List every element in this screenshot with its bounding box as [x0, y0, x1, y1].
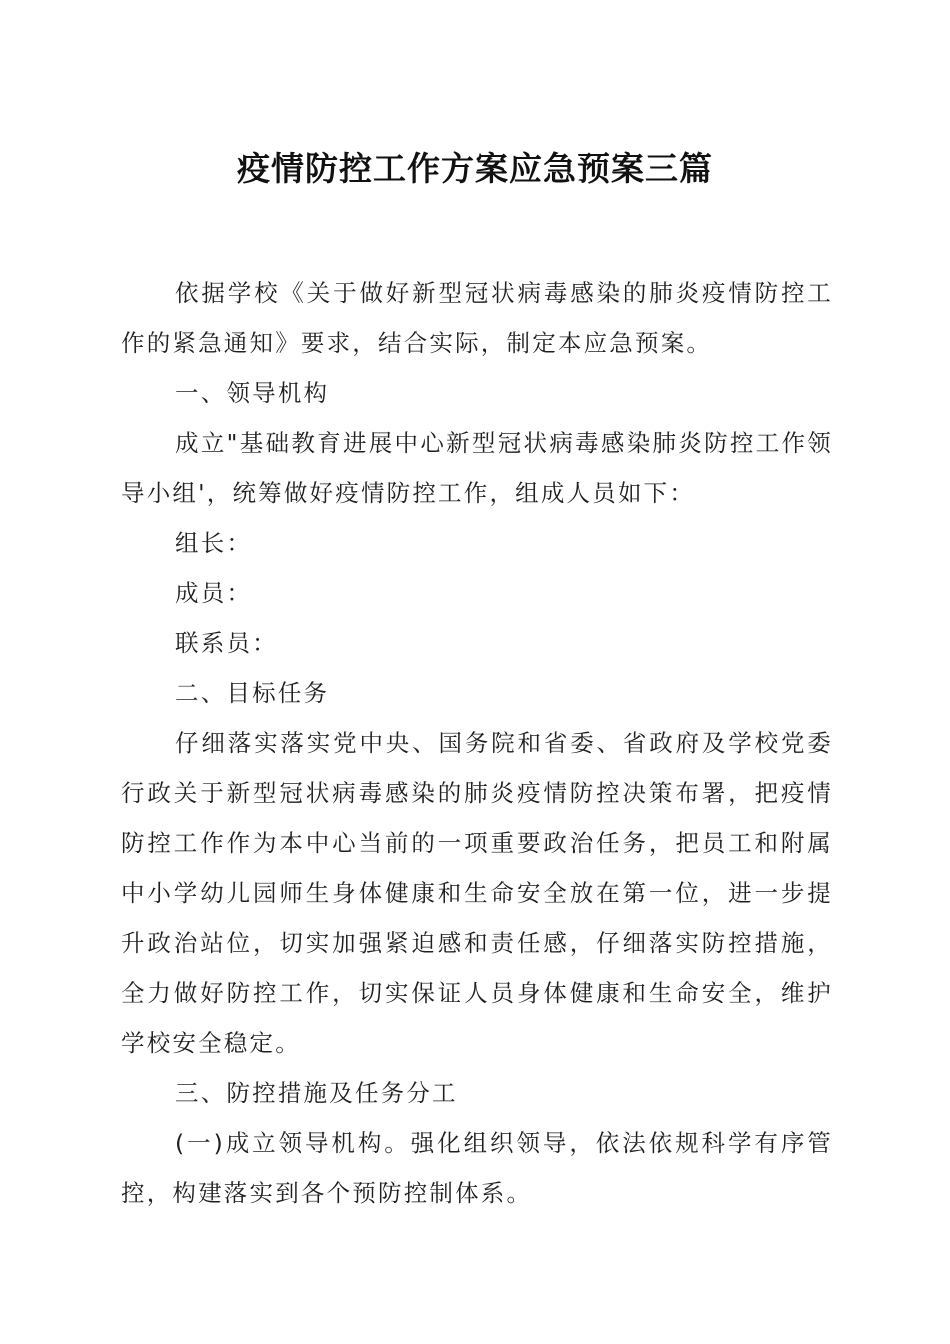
paragraph-leadership-group: 成立"基础教育进展中心新型冠状病毒感染肺炎防控工作领导小组'，统筹做好疫情防控工作，组成人员如下：: [121, 429, 833, 507]
document-body: [121, 268, 833, 1218]
line-liaison: 联系员：: [175, 629, 278, 657]
line-members: 成员：: [175, 579, 253, 607]
heading-measures: 三、防控措施及任务分工: [175, 1079, 458, 1107]
line-group-leader: 组长：: [175, 529, 253, 557]
paragraph-intro: 依据学校《关于做好新型冠状病毒感染的肺炎疫情防控工作的紧急通知》要求，结合实际，制定本应急预案。: [121, 279, 833, 357]
document-title: 疫情防控工作方案应急预案三篇: [237, 149, 713, 188]
heading-goals: 二、目标任务: [175, 679, 330, 707]
heading-leadership: 一、领导机构: [175, 379, 330, 407]
paragraph-measure-1: (一)成立领导机构。强化组织领导，依法依规科学有序管控，构建落实到各个预防控制体系。: [121, 1129, 833, 1207]
paragraph-goals: 仔细落实落实党中央、国务院和省委、省政府及学校党委行政关于新型冠状病毒感染的肺炎疫情防控决策布署，把疫情防控工作作为本中心当前的一项重要政治任务，把员工和附属中小学幼儿园师生身体健康和生命安全放在第一位，进一步提升政治站位，切实加强紧迫感和责任感，仔细落实防控措施，全力做好防控工作，切实保证人员身体健康和生命安全，维护学校安全稳定。: [121, 729, 833, 1057]
